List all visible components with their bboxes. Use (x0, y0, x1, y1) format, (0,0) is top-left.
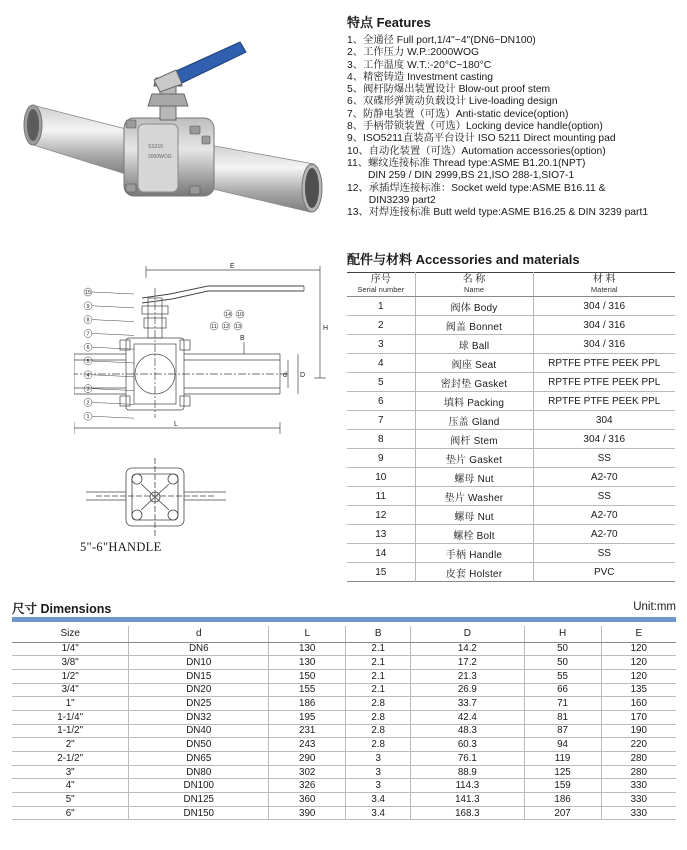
accessories-title: 配件与材料 Accessories and materials (347, 252, 580, 267)
dim-cell-l: 150 (269, 669, 346, 683)
feature-number: 2、 (347, 47, 364, 59)
dim-cell-e: 330 (601, 793, 676, 807)
accessory-material: RPTFE PTFE PEEK PPL (533, 354, 675, 373)
callout-label: 13 (234, 324, 242, 330)
feature-item (347, 207, 682, 219)
callout-label: 10 (236, 312, 244, 318)
accessory-name: 阀座 Seat (415, 354, 533, 373)
dim-label-D: D (300, 372, 306, 379)
feature-number: 6、 (347, 96, 364, 108)
dim-cell-d: 88.9 (411, 765, 524, 779)
feature-text: 双碟形弹簧动负载设计 Live-loading design (363, 96, 558, 108)
accessory-material: 304 / 316 (533, 297, 675, 316)
accessories-table (347, 272, 675, 582)
dim-cell-h: 50 (524, 642, 601, 656)
dim-cell-size: 1-1/4" (12, 710, 129, 724)
dim-cell-size: 4" (12, 779, 129, 793)
dim-cell-h: 159 (524, 779, 601, 793)
dimension-row (12, 710, 676, 724)
ball-valve-photo (14, 36, 334, 221)
dim-label-d: d (283, 372, 287, 379)
accessory-row (347, 449, 675, 468)
dim-cell-e: 190 (601, 724, 676, 738)
feature-number: 5、 (347, 84, 364, 96)
feature-text: 手柄带锁装置（可选）Locking device handle(option) (363, 121, 603, 133)
callout-leader (92, 347, 134, 349)
feature-number: 12、 (347, 182, 369, 194)
dim-cell-d: DN150 (129, 806, 269, 820)
accessory-material: 304 (533, 411, 675, 430)
dim-cell-l: 155 (269, 683, 346, 697)
dim-cell-b: 3.4 (346, 793, 411, 807)
accessories-section (347, 249, 675, 582)
valve-section-drawing (74, 258, 336, 442)
handle-caption: 5"-6"HANDLE (80, 540, 162, 554)
accessory-name: 阀杆 Stem (415, 430, 533, 449)
dim-cell-l: 360 (269, 793, 346, 807)
callout-label: 9 (86, 303, 90, 310)
callout-label: 6 (86, 345, 90, 352)
accessory-serial: 12 (347, 506, 415, 525)
dim-cell-h: 81 (524, 710, 601, 724)
dim-cell-e: 135 (601, 683, 676, 697)
dimension-row (12, 697, 676, 711)
accessory-name: 皮套 Holster (415, 563, 533, 582)
dimensions-unit: Unit:mm (633, 601, 676, 613)
dim-cell-d: 33.7 (411, 697, 524, 711)
feature-item (347, 109, 682, 121)
dim-cell-h: 125 (524, 765, 601, 779)
feature-text: 阀杆防爆出装置设计 Blow-out proof stem (363, 84, 551, 96)
dim-cell-l: 195 (269, 710, 346, 724)
accessory-material: A2-70 (533, 525, 675, 544)
accessory-material: SS (533, 544, 675, 563)
dim-cell-d: DN32 (129, 710, 269, 724)
dimensions-table (12, 626, 676, 820)
dim-label-B: B (240, 335, 245, 342)
dim-label-H: H (323, 325, 329, 332)
dim-cell-b: 2.8 (346, 724, 411, 738)
accessory-row (347, 525, 675, 544)
feature-text: 防静电装置（可选）Anti-static device(option) (363, 108, 569, 120)
dim-cell-d: 17.2 (411, 656, 524, 670)
feature-item (347, 133, 682, 145)
dim-cell-d: DN40 (129, 724, 269, 738)
dim-cell-b: 3 (346, 765, 411, 779)
dim-cell-l: 243 (269, 738, 346, 752)
accessory-material: A2-70 (533, 506, 675, 525)
dim-cell-b: 3.4 (346, 806, 411, 820)
accessory-name: 手柄 Handle (415, 544, 533, 563)
accessory-row (347, 506, 675, 525)
feature-text: 自动化装置（可选）Automation accessories(option) (368, 145, 606, 157)
callout-leader (92, 320, 134, 322)
dimension-row (12, 683, 676, 697)
callout-leader (92, 416, 134, 418)
feature-number: 1、 (347, 35, 364, 46)
accessory-serial: 11 (347, 487, 415, 506)
accessory-serial: 8 (347, 430, 415, 449)
dimensions-title: 尺寸 Dimensions (12, 602, 112, 616)
accessory-name: 阀体 Body (415, 297, 533, 316)
accessory-name: 螺母 Nut (415, 468, 533, 487)
dim-cell-size: 3/4" (12, 683, 129, 697)
accessory-row (347, 297, 675, 316)
dim-cell-d: 168.3 (411, 806, 524, 820)
dimension-row (12, 752, 676, 766)
feature-item (347, 183, 682, 208)
dim-cell-d: DN15 (129, 669, 269, 683)
dim-cell-d: DN80 (129, 765, 269, 779)
accessory-row (347, 411, 675, 430)
handle-top-view-drawing (86, 456, 226, 536)
dim-cell-size: 3" (12, 765, 129, 779)
feature-text: 工作压力 W.P.:2000WOG (363, 47, 479, 59)
dim-cell-size: 1-1/2" (12, 724, 129, 738)
accessory-row (347, 392, 675, 411)
callout-leader (92, 292, 134, 294)
dim-cell-e: 220 (601, 738, 676, 752)
dim-cell-d: 60.3 (411, 738, 524, 752)
accessory-serial: 15 (347, 563, 415, 582)
right-callouts (210, 310, 244, 330)
dim-header-d: D (411, 626, 524, 642)
dim-cell-d: DN50 (129, 738, 269, 752)
feature-item (347, 84, 682, 96)
callout-label: 5 (86, 359, 90, 365)
callout-label: 3 (86, 386, 90, 393)
feature-item (347, 35, 682, 47)
accessory-material: A2-70 (533, 468, 675, 487)
dim-label-L: L (174, 421, 178, 428)
callout-leader (92, 389, 134, 391)
dim-cell-e: 160 (601, 697, 676, 711)
dim-cell-e: 280 (601, 752, 676, 766)
accessory-row (347, 468, 675, 487)
dim-cell-l: 231 (269, 724, 346, 738)
dim-cell-b: 2.1 (346, 656, 411, 670)
feature-text: 承插焊连接标准：Socket weld type:ASME B16.11 & DIN3239 part2 (368, 182, 606, 206)
left-pipe (30, 106, 134, 176)
svg-text:2000WOG: 2000WOG (148, 154, 172, 160)
dim-cell-h: 50 (524, 656, 601, 670)
dim-cell-b: 2.1 (346, 683, 411, 697)
accessory-serial: 5 (347, 373, 415, 392)
feature-item (347, 60, 682, 72)
dim-cell-e: 120 (601, 642, 676, 656)
dim-cell-d: DN100 (129, 779, 269, 793)
feature-number: 10、 (347, 145, 369, 157)
accessory-serial: 4 (347, 354, 415, 373)
callout-leader (92, 402, 134, 404)
accessory-row (347, 430, 675, 449)
dim-header-d: d (129, 626, 269, 642)
dim-cell-e: 120 (601, 669, 676, 683)
feature-item (347, 146, 682, 158)
callout-label: 1 (86, 414, 90, 421)
dim-cell-size: 2-1/2" (12, 752, 129, 766)
dim-cell-l: 290 (269, 752, 346, 766)
callout-label: 11 (211, 324, 217, 330)
accessory-serial: 9 (347, 449, 415, 468)
dim-cell-d: 21.3 (411, 669, 524, 683)
dim-cell-h: 87 (524, 724, 601, 738)
dim-cell-h: 119 (524, 752, 601, 766)
dim-cell-b: 2.8 (346, 710, 411, 724)
feature-text: 螺纹连接标准 Thread type:ASME B1.20.1(NPT) DIN 259 / DIN 2999,BS 21,ISO 288-1,SIO7-1 (368, 157, 586, 182)
accessory-material: SS (533, 487, 675, 506)
feature-text: ISO5211直装高平台设计 ISO 5211 Direct mounting pad (363, 133, 616, 145)
dim-cell-l: 186 (269, 697, 346, 711)
dimension-row (12, 779, 676, 793)
callout-leader (92, 333, 134, 335)
feature-number: 13、 (347, 207, 369, 219)
dim-label-E: E (230, 263, 235, 270)
dim-cell-d: DN20 (129, 683, 269, 697)
dim-cell-l: 130 (269, 656, 346, 670)
callout-leader (92, 375, 134, 377)
accessory-name: 螺母 Nut (415, 506, 533, 525)
dim-cell-size: 3/8" (12, 656, 129, 670)
callout-label: 7 (86, 331, 90, 338)
dim-cell-d: 141.3 (411, 793, 524, 807)
accessory-name: 压盖 Gland (415, 411, 533, 430)
callout-label: 4 (86, 372, 90, 379)
accessory-serial: 10 (347, 468, 415, 487)
dimension-row (12, 669, 676, 683)
handle-blue-grip (174, 42, 246, 84)
dim-cell-size: 1/4" (12, 642, 129, 656)
feature-text: 全通径 Full port,1/4"~4"(DN6~DN100) (363, 35, 536, 46)
dim-cell-d: 26.9 (411, 683, 524, 697)
dimension-row (12, 793, 676, 807)
dim-cell-h: 66 (524, 683, 601, 697)
dim-cell-h: 186 (524, 793, 601, 807)
dim-cell-e: 330 (601, 779, 676, 793)
accessory-name: 球 Ball (415, 335, 533, 354)
dim-cell-e: 330 (601, 806, 676, 820)
feature-number: 9、 (347, 133, 364, 145)
dim-cell-d: DN65 (129, 752, 269, 766)
dimension-row (12, 806, 676, 820)
feature-item (347, 47, 682, 59)
acc-header-material: 材 料 Material (533, 273, 675, 297)
features-title: 特点 Features (347, 15, 431, 30)
accessory-serial: 13 (347, 525, 415, 544)
dim-cell-size: 6" (12, 806, 129, 820)
dim-cell-b: 3 (346, 752, 411, 766)
callout-label: 8 (86, 317, 90, 324)
dim-cell-b: 2.1 (346, 642, 411, 656)
dim-cell-h: 55 (524, 669, 601, 683)
dim-cell-b: 2.8 (346, 738, 411, 752)
accessory-name: 垫片 Washer (415, 487, 533, 506)
callout-label: 2 (86, 400, 90, 407)
accessory-material: PVC (593, 566, 615, 578)
dim-cell-h: 207 (524, 806, 601, 820)
dim-cell-d: DN25 (129, 697, 269, 711)
dim-header-size: Size (12, 626, 129, 642)
dimension-row (12, 738, 676, 752)
accessory-row (347, 563, 675, 582)
accessory-row (347, 316, 675, 335)
right-pipe (200, 144, 314, 212)
accessory-material: 304 / 316 (533, 316, 675, 335)
dimension-row (12, 765, 676, 779)
dim-cell-d: DN10 (129, 656, 269, 670)
dimensions-accent-bar (12, 617, 676, 622)
dim-header-b: B (346, 626, 411, 642)
accessory-name: 垫片 Gasket (415, 449, 533, 468)
accessory-name: 填料 Packing (415, 392, 533, 411)
dimension-row (12, 656, 676, 670)
dim-cell-h: 94 (524, 738, 601, 752)
feature-item (347, 96, 682, 108)
accessory-serial: 2 (347, 316, 415, 335)
feature-number: 7、 (347, 108, 364, 120)
feature-item (347, 158, 682, 183)
features-list (347, 35, 682, 219)
dim-cell-d: DN125 (129, 793, 269, 807)
dim-cell-size: 5" (12, 793, 129, 807)
dim-cell-e: 170 (601, 710, 676, 724)
dimension-row (12, 724, 676, 738)
callout-leader (92, 361, 134, 363)
dim-cell-b: 2.1 (346, 669, 411, 683)
dimension-row (12, 642, 676, 656)
accessory-serial: 14 (347, 544, 415, 563)
feature-item (347, 121, 682, 133)
feature-item (347, 72, 682, 84)
dim-cell-d: 76.1 (411, 752, 524, 766)
accessory-serial: 7 (347, 411, 415, 430)
dim-cell-d: 114.3 (411, 779, 524, 793)
dim-cell-l: 302 (269, 765, 346, 779)
feature-number: 11、 (347, 157, 368, 169)
dim-cell-size: 1" (12, 697, 129, 711)
dim-cell-h: 71 (524, 697, 601, 711)
features-section (347, 12, 682, 219)
accessory-serial: 3 (347, 335, 415, 354)
dim-header-h: H (524, 626, 601, 642)
accessory-row (347, 487, 675, 506)
accessory-material: RPTFE PTFE PEEK PPL (533, 373, 675, 392)
feature-number: 4、 (347, 71, 364, 83)
dim-header-l: L (269, 626, 346, 642)
accessory-name: 螺栓 Bolt (415, 525, 533, 544)
feature-text: 对焊连接标准 Butt weld type:ASME B16.25 & DIN 3239 part1 (368, 207, 649, 219)
accessory-row (347, 544, 675, 563)
accessory-serial: 1 (347, 297, 415, 316)
feature-text: 工作温度 W.T.:-20°C~180°C (363, 59, 492, 71)
dim-cell-d: 48.3 (411, 724, 524, 738)
dim-cell-l: 390 (269, 806, 346, 820)
dim-cell-size: 1/2" (12, 669, 129, 683)
dim-cell-l: 130 (269, 642, 346, 656)
accessory-material: 304 / 316 (533, 430, 675, 449)
callout-label: 12 (222, 324, 230, 330)
accessory-row (347, 354, 675, 373)
dim-cell-e: 120 (601, 656, 676, 670)
svg-text:SS316: SS316 (148, 144, 164, 150)
feature-number: 8、 (347, 121, 364, 133)
accessory-material: RPTFE PTFE PEEK PPL (533, 392, 675, 411)
dim-header-e: E (601, 626, 676, 642)
acc-header-serial: 序号 Serial number (347, 273, 415, 297)
dim-cell-l: 326 (269, 779, 346, 793)
accessory-material: 304 / 316 (533, 335, 675, 354)
accessory-serial: 6 (347, 392, 415, 411)
accessory-name: 阀盖 Bonnet (415, 316, 533, 335)
acc-header-name: 名 称 Name (415, 273, 533, 297)
accessory-row (347, 373, 675, 392)
dim-cell-d: 42.4 (411, 710, 524, 724)
accessory-material: SS (533, 449, 675, 468)
dim-cell-b: 3 (346, 779, 411, 793)
dim-cell-b: 2.8 (346, 697, 411, 711)
dim-cell-d: DN6 (129, 642, 269, 656)
dim-cell-size: 2" (12, 738, 129, 752)
dim-cell-d: 14.2 (411, 642, 524, 656)
feature-text: 精密铸造 Investment casting (363, 71, 493, 83)
callout-leader (92, 306, 134, 308)
accessory-row (347, 335, 675, 354)
feature-number: 3、 (347, 59, 364, 71)
callout-label: 14 (224, 312, 232, 318)
callout-label: 15 (84, 290, 92, 296)
accessory-name: 密封垫 Gasket (415, 373, 533, 392)
dim-cell-e: 280 (601, 765, 676, 779)
